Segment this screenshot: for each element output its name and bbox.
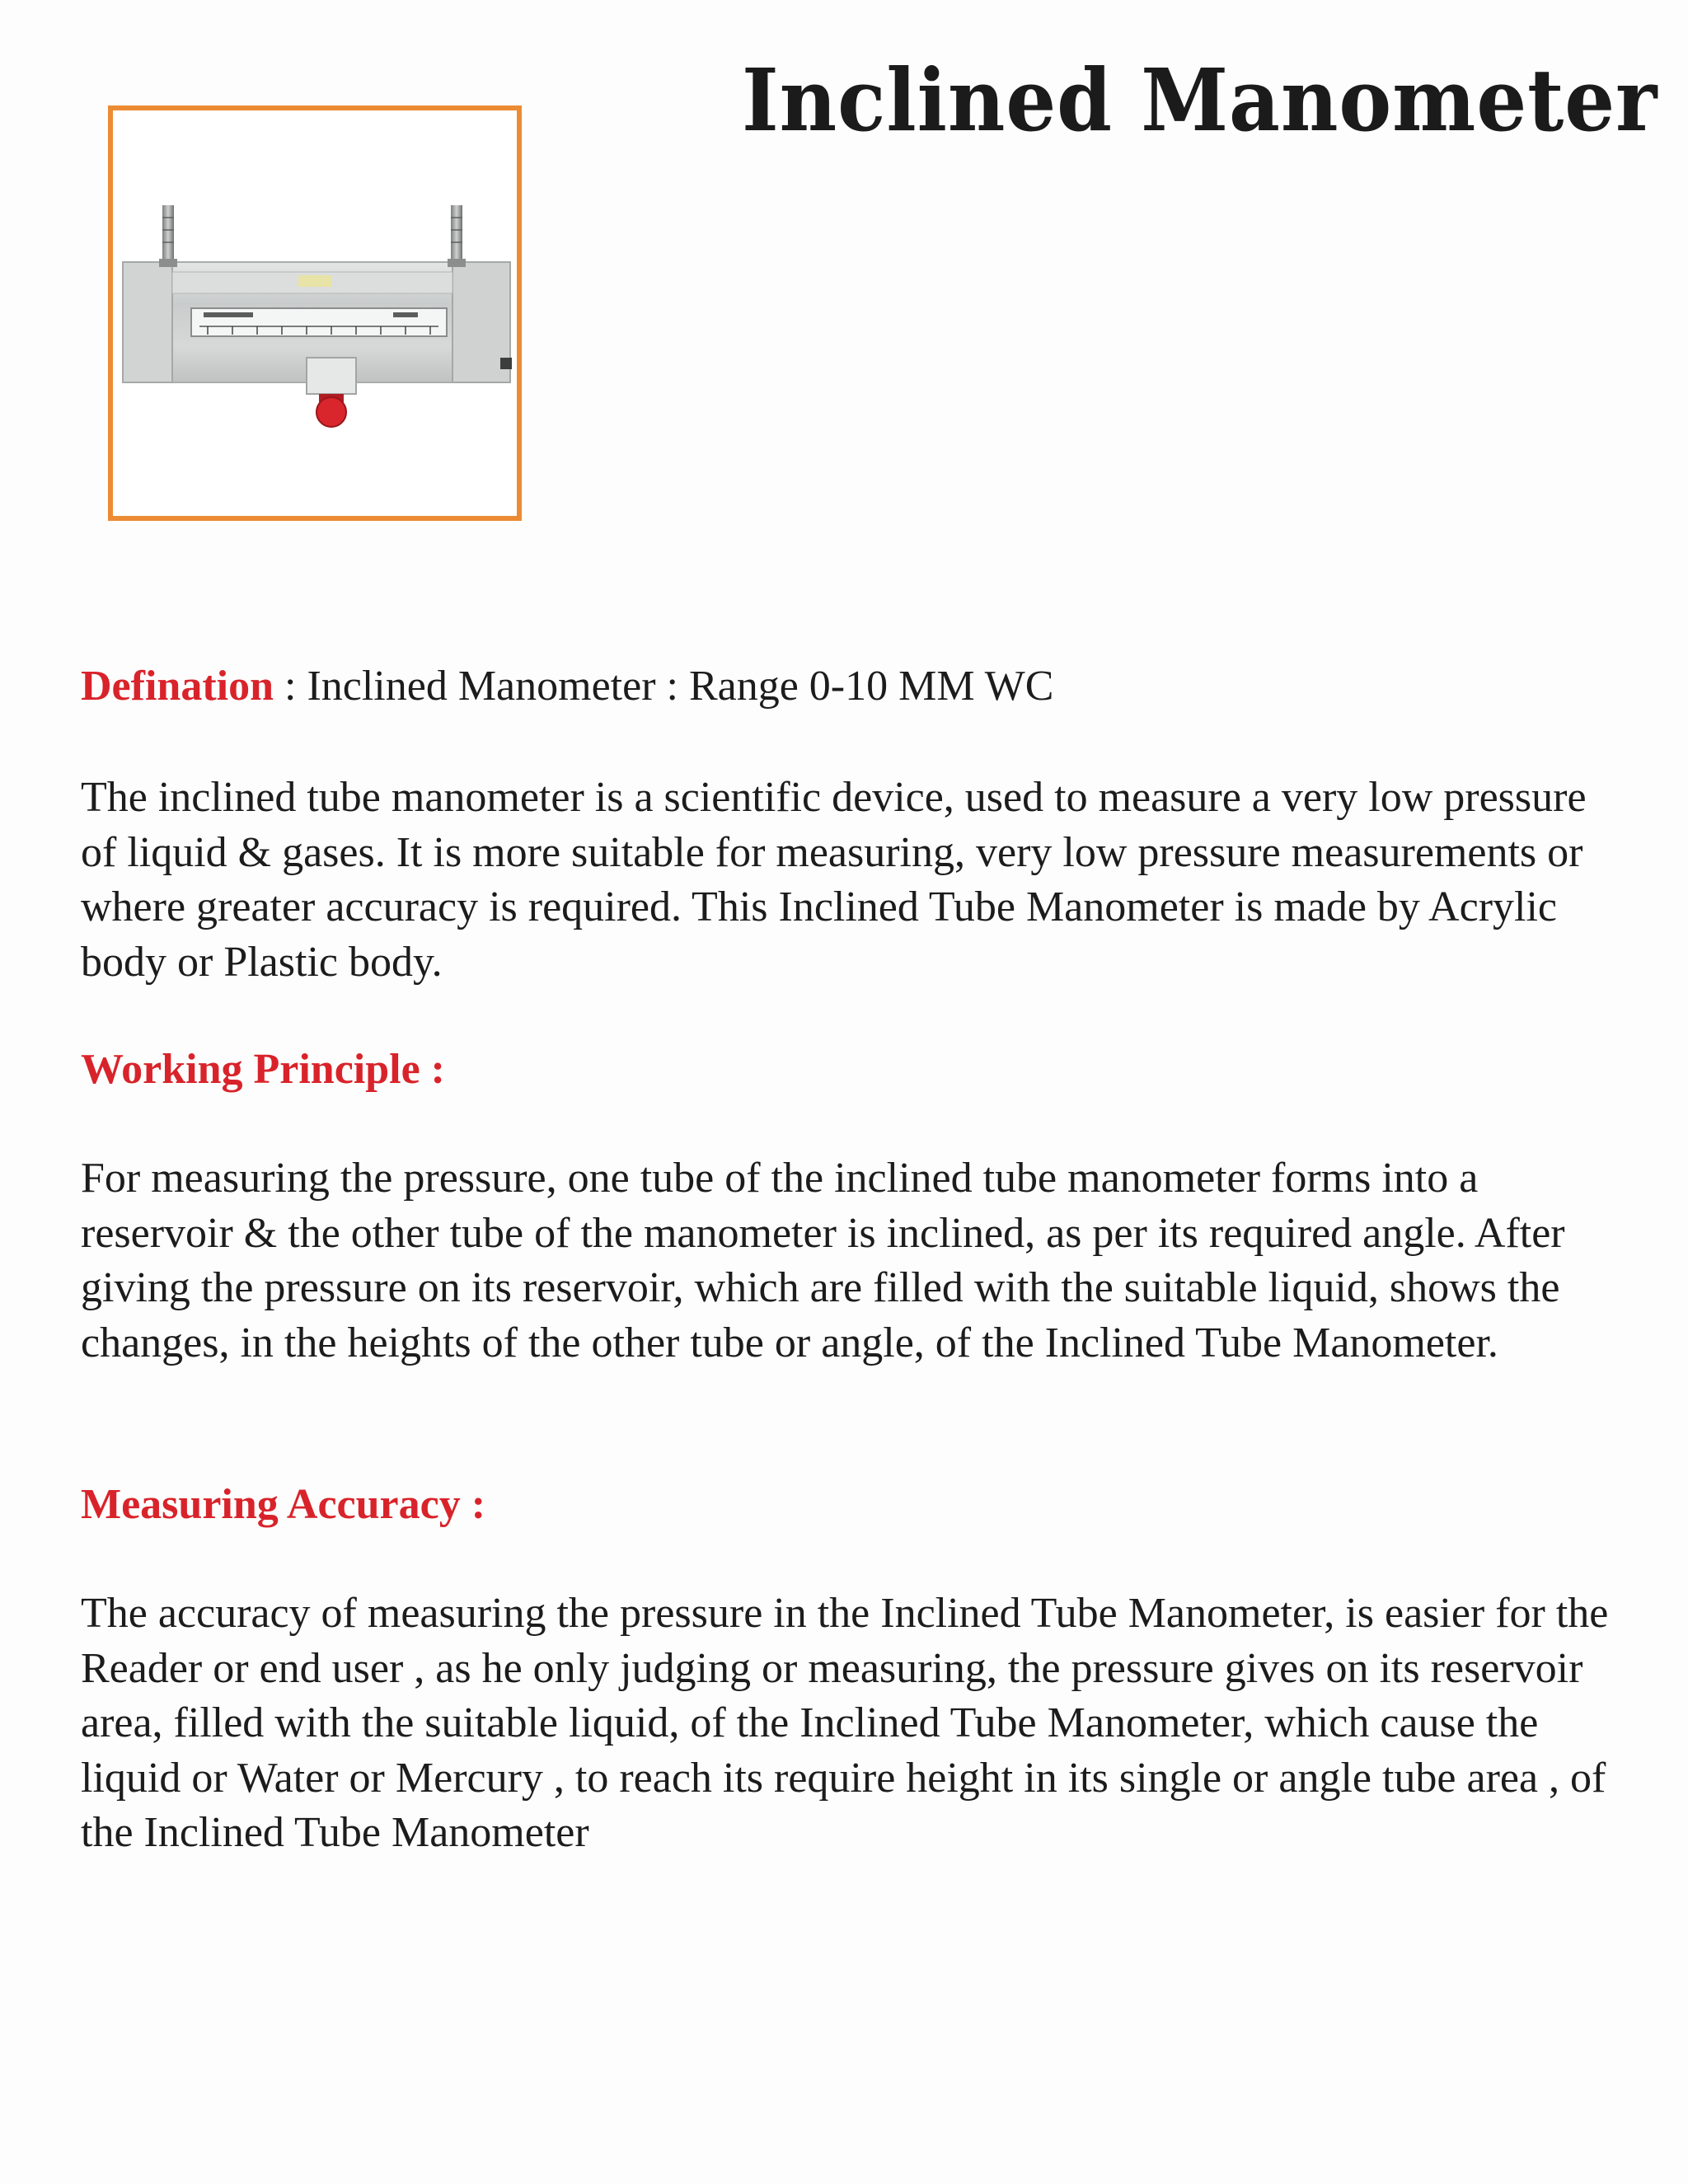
- working-principle-heading: Working Principle :: [81, 1046, 445, 1093]
- definition-separator: :: [274, 663, 307, 710]
- measuring-accuracy-heading: Measuring Accuracy :: [81, 1481, 486, 1528]
- definition-label: Defination: [81, 663, 274, 710]
- definition-line: [81, 659, 1614, 715]
- definition-text: Inclined Manometer : Range 0-10 MM WC: [307, 663, 1054, 710]
- measuring-accuracy-paragraph: The accuracy of measuring the pressure in the Inclined Tube Manometer, is easier for the Reader or end user , as he only judging or measuring, the pressure gives on its reservoir area, filled with the suitable liquid, of the Inclined Tube Manometer, which cause the liquid or Water or Mercury , to reach its require height in its single or angle tube area , of the Inclined Tube Manometer: [81, 1590, 1609, 1856]
- inclined-manometer-photo-icon: [113, 110, 517, 516]
- working-principle-paragraph: For measuring the pressure, one tube of the inclined tube manometer forms into a reservoir & the other tube of the manometer is inclined, as per its required angle. After giving the pressure on its reservoir, which are filled with the suitable liquid, shows the changes, in the heights of the other tube or angle, of the Inclined Tube Manometer.: [81, 1155, 1565, 1366]
- page-title: Inclined Manometer: [742, 49, 1658, 151]
- product-image-frame: [108, 105, 522, 521]
- intro-paragraph: The inclined tube manometer is a scientific device, used to measure a very low pressure of liquid & gases. It is more suitable for measuring, very low pressure measurements or where greater accuracy is required. This Inclined Tube Manometer is made by Acrylic body or Plastic body.: [81, 774, 1587, 986]
